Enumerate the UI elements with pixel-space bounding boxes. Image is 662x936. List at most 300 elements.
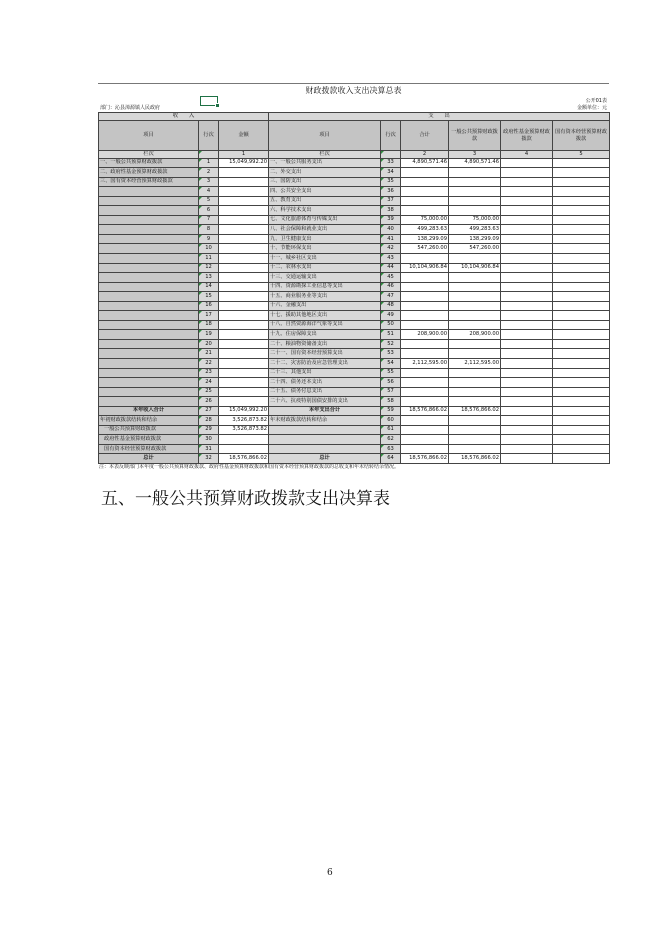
expense-item-cell: 二、外交支出 — [269, 168, 381, 178]
expense-item-cell: 十二、农林水支出 — [269, 263, 381, 273]
income-item-cell — [99, 387, 199, 397]
income-line-no-cell: 17 — [199, 311, 219, 321]
col-index-income-line-no — [199, 151, 219, 159]
expense-line-no-cell: 46 — [381, 282, 401, 292]
expense-total-cell — [401, 292, 449, 302]
expense-state-capital-cell — [553, 397, 610, 407]
table-row — [99, 311, 610, 321]
expense-state-capital-cell — [553, 454, 610, 464]
expense-general-budget-cell — [449, 253, 501, 263]
expense-general-budget-cell — [449, 416, 501, 426]
expense-state-capital-cell — [553, 349, 610, 359]
income-line-no-cell: 2 — [199, 168, 219, 178]
table-row — [99, 330, 610, 340]
income-amount-cell — [219, 397, 269, 407]
income-item-cell: 一般公共预算财政拨款 — [99, 425, 199, 435]
income-item-cell — [99, 187, 199, 197]
expense-item-cell: 二十六、抗疫特别国债安排的支出 — [269, 397, 381, 407]
spreadsheet-image — [98, 83, 609, 473]
income-item-cell — [99, 330, 199, 340]
income-line-no-cell: 7 — [199, 215, 219, 225]
expense-state-capital-cell — [553, 225, 610, 235]
table-row — [99, 416, 610, 426]
expense-gov-fund-cell — [501, 320, 553, 330]
expense-line-no-cell: 49 — [381, 311, 401, 321]
table-row — [99, 387, 610, 397]
income-line-no-cell: 9 — [199, 234, 219, 244]
expense-gov-fund-cell — [501, 444, 553, 454]
income-line-no-cell: 16 — [199, 301, 219, 311]
expense-line-no-cell: 42 — [381, 244, 401, 254]
header-expense-total: 合计 — [401, 121, 449, 151]
income-line-no-cell: 24 — [199, 378, 219, 388]
income-item-cell: 一、一般公共预算财政拨款 — [99, 158, 199, 168]
expense-item-cell: 四、公共安全支出 — [269, 187, 381, 197]
expense-gov-fund-cell — [501, 406, 553, 416]
expense-total-cell — [401, 368, 449, 378]
expense-state-capital-cell — [553, 282, 610, 292]
expense-gov-fund-cell — [501, 187, 553, 197]
expense-total-cell — [401, 282, 449, 292]
table-row — [99, 273, 610, 283]
expense-general-budget-cell — [449, 387, 501, 397]
expense-general-budget-cell — [449, 282, 501, 292]
income-item-cell — [99, 282, 199, 292]
col-index-expense-total: 2 — [401, 151, 449, 159]
income-line-no-cell: 18 — [199, 320, 219, 330]
expense-line-no-cell: 54 — [381, 358, 401, 368]
expense-total-cell — [401, 349, 449, 359]
expense-state-capital-cell — [553, 253, 610, 263]
income-line-no-cell: 20 — [199, 339, 219, 349]
expense-state-capital-cell — [553, 358, 610, 368]
income-amount-cell — [219, 320, 269, 330]
expense-item-cell: 十八、自然资源海洋气象等支出 — [269, 320, 381, 330]
income-amount-cell — [219, 282, 269, 292]
department-label: 部门：沁县漳源镇人民政府 — [100, 105, 161, 111]
income-line-no-cell: 1 — [199, 158, 219, 168]
expense-line-no-cell: 39 — [381, 215, 401, 225]
expense-gov-fund-cell — [501, 215, 553, 225]
income-item-cell — [99, 253, 199, 263]
expense-state-capital-cell — [553, 263, 610, 273]
income-item-cell — [99, 397, 199, 407]
table-row — [99, 320, 610, 330]
income-line-no-cell: 19 — [199, 330, 219, 340]
table-note: 注：本表反映部门本年度一般公共预算财政拨款、政府性基金预算财政拨款和国有资本经营预算财政拨款的总收支和年末结转结余情况。 — [99, 464, 400, 470]
expense-gov-fund-cell — [501, 454, 553, 464]
expense-gov-fund-cell — [501, 378, 553, 388]
income-amount-cell: 15,049,992.20 — [219, 406, 269, 416]
income-line-no-cell: 32 — [199, 454, 219, 464]
income-amount-cell: 15,049,992.20 — [219, 158, 269, 168]
expense-line-no-cell: 52 — [381, 339, 401, 349]
table-row — [99, 244, 610, 254]
expense-line-no-cell: 64 — [381, 454, 401, 464]
expense-line-no-cell: 36 — [381, 187, 401, 197]
expense-general-budget-cell — [449, 301, 501, 311]
table-row — [99, 358, 610, 368]
header-general-budget: 一般公共预算财政拨款 — [449, 121, 501, 151]
expense-total-cell — [401, 253, 449, 263]
header-expense-item: 项目 — [269, 121, 381, 151]
expense-general-budget-cell — [449, 177, 501, 187]
income-item-cell: 二、政府性基金预算财政拨款 — [99, 168, 199, 178]
table-body — [99, 158, 610, 464]
expense-line-no-cell: 59 — [381, 406, 401, 416]
expense-total-cell: 10,104,906.84 — [401, 263, 449, 273]
table-row — [99, 292, 610, 302]
expense-gov-fund-cell — [501, 244, 553, 254]
income-item-cell — [99, 301, 199, 311]
expense-item-cell: 十六、金融支出 — [269, 301, 381, 311]
expense-general-budget-cell — [449, 292, 501, 302]
table-row — [99, 301, 610, 311]
income-line-no-cell: 6 — [199, 206, 219, 216]
expense-line-no-cell: 37 — [381, 196, 401, 206]
income-amount-cell — [219, 444, 269, 454]
income-item-cell — [99, 349, 199, 359]
expense-general-budget-cell: 75,000.00 — [449, 215, 501, 225]
expense-total-cell — [401, 397, 449, 407]
expense-state-capital-cell — [553, 425, 610, 435]
income-amount-cell: 3,526,873.82 — [219, 425, 269, 435]
expense-line-no-cell: 44 — [381, 263, 401, 273]
expense-total-cell: 75,000.00 — [401, 215, 449, 225]
expense-general-budget-cell: 2,112,595.00 — [449, 358, 501, 368]
income-line-no-cell: 4 — [199, 187, 219, 197]
table-row — [99, 435, 610, 445]
page-number: 6 — [327, 868, 333, 878]
expense-total-cell — [401, 387, 449, 397]
table-row — [99, 177, 610, 187]
expense-line-no-cell: 35 — [381, 177, 401, 187]
income-line-no-cell: 15 — [199, 292, 219, 302]
expense-total-cell — [401, 378, 449, 388]
expense-gov-fund-cell — [501, 368, 553, 378]
income-line-no-cell: 10 — [199, 244, 219, 254]
expense-general-budget-cell — [449, 273, 501, 283]
expense-state-capital-cell — [553, 339, 610, 349]
expense-general-budget-cell — [449, 196, 501, 206]
income-item-cell — [99, 206, 199, 216]
table-row — [99, 263, 610, 273]
expense-line-no-cell: 45 — [381, 273, 401, 283]
expense-item-cell — [269, 444, 381, 454]
expense-gov-fund-cell — [501, 330, 553, 340]
income-item-cell — [99, 339, 199, 349]
expense-item-cell: 二十五、债务付息支出 — [269, 387, 381, 397]
col-index-gov-fund: 4 — [501, 151, 553, 159]
income-section-header: 收 入 — [99, 113, 269, 121]
col-index-income-amount: 1 — [219, 151, 269, 159]
expense-line-no-cell: 56 — [381, 378, 401, 388]
expense-item-cell: 十七、援助其他地区支出 — [269, 311, 381, 321]
expense-state-capital-cell — [553, 311, 610, 321]
expense-gov-fund-cell — [501, 349, 553, 359]
expense-state-capital-cell — [553, 435, 610, 445]
expense-section-header: 支 出 — [269, 113, 610, 121]
expense-general-budget-cell — [449, 187, 501, 197]
income-item-cell: 年初财政拨款结转和结余 — [99, 416, 199, 426]
expense-item-cell: 十四、资源勘探工业信息等支出 — [269, 282, 381, 292]
expense-state-capital-cell — [553, 158, 610, 168]
income-line-no-cell: 8 — [199, 225, 219, 235]
expense-line-no-cell: 61 — [381, 425, 401, 435]
table-row — [99, 425, 610, 435]
expense-state-capital-cell — [553, 301, 610, 311]
col-index-expense-item: 栏次 — [269, 151, 381, 159]
income-amount-cell — [219, 168, 269, 178]
income-line-no-cell: 26 — [199, 397, 219, 407]
header-income-item: 项目 — [99, 121, 199, 151]
income-amount-cell — [219, 435, 269, 445]
expense-state-capital-cell — [553, 416, 610, 426]
expense-line-no-cell: 38 — [381, 206, 401, 216]
table-row — [99, 454, 610, 464]
col-index-general-budget: 3 — [449, 151, 501, 159]
expense-total-cell: 2,112,595.00 — [401, 358, 449, 368]
expense-item-cell: 六、科学技术支出 — [269, 206, 381, 216]
income-amount-cell — [219, 225, 269, 235]
table-meta-row — [98, 105, 609, 112]
expense-general-budget-cell: 499,283.63 — [449, 225, 501, 235]
expense-gov-fund-cell — [501, 263, 553, 273]
expense-total-cell — [401, 206, 449, 216]
expense-total-cell — [401, 435, 449, 445]
expense-item-cell: 总计 — [269, 454, 381, 464]
col-index-state-capital: 5 — [553, 151, 610, 159]
income-item-cell — [99, 320, 199, 330]
expense-gov-fund-cell — [501, 292, 553, 302]
expense-item-cell — [269, 435, 381, 445]
income-amount-cell — [219, 387, 269, 397]
expense-item-cell: 十一、城乡社区支出 — [269, 253, 381, 263]
expense-general-budget-cell — [449, 339, 501, 349]
income-line-no-cell: 31 — [199, 444, 219, 454]
expense-total-cell — [401, 320, 449, 330]
expense-gov-fund-cell — [501, 397, 553, 407]
expense-item-cell: 二十二、灾害防治及应急管理支出 — [269, 358, 381, 368]
expense-total-cell: 499,283.63 — [401, 225, 449, 235]
income-item-cell — [99, 225, 199, 235]
income-line-no-cell: 29 — [199, 425, 219, 435]
income-amount-cell — [219, 215, 269, 225]
income-amount-cell — [219, 206, 269, 216]
table-row — [99, 168, 610, 178]
expense-state-capital-cell — [553, 206, 610, 216]
expense-item-cell: 九、卫生健康支出 — [269, 234, 381, 244]
table-title: 财政拨款收入支出决算总表 — [98, 83, 609, 98]
income-amount-cell — [219, 349, 269, 359]
expense-general-budget-cell — [449, 425, 501, 435]
income-amount-cell — [219, 177, 269, 187]
expense-total-cell — [401, 168, 449, 178]
income-item-cell: 国有资本经营预算财政拨款 — [99, 444, 199, 454]
expense-general-budget-cell — [449, 168, 501, 178]
expense-item-cell: 本年支出合计 — [269, 406, 381, 416]
income-item-cell: 政府性基金预算财政拨款 — [99, 435, 199, 445]
expense-state-capital-cell — [553, 368, 610, 378]
table-row — [99, 253, 610, 263]
income-item-cell — [99, 292, 199, 302]
expense-gov-fund-cell — [501, 425, 553, 435]
expense-line-no-cell: 34 — [381, 168, 401, 178]
header-income-line-no: 行次 — [199, 121, 219, 151]
expense-general-budget-cell — [449, 378, 501, 388]
expense-gov-fund-cell — [501, 339, 553, 349]
expense-gov-fund-cell — [501, 177, 553, 187]
expense-item-cell: 三、国防支出 — [269, 177, 381, 187]
expense-general-budget-cell: 4,890,571.46 — [449, 158, 501, 168]
income-line-no-cell: 30 — [199, 435, 219, 445]
expense-state-capital-cell — [553, 234, 610, 244]
expense-total-cell — [401, 301, 449, 311]
income-line-no-cell: 22 — [199, 358, 219, 368]
income-item-cell — [99, 311, 199, 321]
expense-gov-fund-cell — [501, 206, 553, 216]
income-item-cell: 总计 — [99, 454, 199, 464]
expense-item-cell: 十三、交通运输支出 — [269, 273, 381, 283]
expense-item-cell: 二十四、债务还本支出 — [269, 378, 381, 388]
income-item-cell — [99, 234, 199, 244]
expense-total-cell: 547,260.00 — [401, 244, 449, 254]
table-row — [99, 397, 610, 407]
income-amount-cell — [219, 339, 269, 349]
income-item-cell — [99, 273, 199, 283]
expense-gov-fund-cell — [501, 168, 553, 178]
expense-line-no-cell: 55 — [381, 368, 401, 378]
income-amount-cell — [219, 187, 269, 197]
header-expense-line-no: 行次 — [381, 121, 401, 151]
expense-gov-fund-cell — [501, 387, 553, 397]
income-line-no-cell: 13 — [199, 273, 219, 283]
income-line-no-cell: 23 — [199, 368, 219, 378]
expense-total-cell: 18,576,866.02 — [401, 406, 449, 416]
table-row — [99, 158, 610, 168]
expense-total-cell — [401, 416, 449, 426]
income-amount-cell — [219, 378, 269, 388]
expense-line-no-cell: 58 — [381, 397, 401, 407]
table-row — [99, 378, 610, 388]
table-row — [99, 349, 610, 359]
col-index-expense-line-no — [381, 151, 401, 159]
income-item-cell — [99, 196, 199, 206]
expense-gov-fund-cell — [501, 435, 553, 445]
expense-gov-fund-cell — [501, 273, 553, 283]
income-item-cell — [99, 378, 199, 388]
expense-general-budget-cell — [449, 320, 501, 330]
expense-gov-fund-cell — [501, 301, 553, 311]
table-row — [99, 206, 610, 216]
expense-total-cell: 4,890,571.46 — [401, 158, 449, 168]
income-amount-cell — [219, 263, 269, 273]
expense-line-no-cell: 50 — [381, 320, 401, 330]
table-row — [99, 187, 610, 197]
income-amount-cell — [219, 234, 269, 244]
amount-unit-label: 金额单位：元 — [576, 105, 607, 111]
column-header-row — [99, 121, 610, 151]
income-amount-cell — [219, 368, 269, 378]
expense-total-cell — [401, 339, 449, 349]
expense-general-budget-cell — [449, 444, 501, 454]
expense-general-budget-cell — [449, 206, 501, 216]
income-item-cell — [99, 244, 199, 254]
expense-total-cell — [401, 177, 449, 187]
expense-state-capital-cell — [553, 177, 610, 187]
expense-general-budget-cell — [449, 349, 501, 359]
expense-item-cell — [269, 425, 381, 435]
expense-line-no-cell: 57 — [381, 387, 401, 397]
expense-state-capital-cell — [553, 244, 610, 254]
expense-item-cell: 十九、住房保障支出 — [269, 330, 381, 340]
expense-item-cell: 年末财政拨款结转和结余 — [269, 416, 381, 426]
table-row — [99, 339, 610, 349]
expense-state-capital-cell — [553, 387, 610, 397]
expense-line-no-cell: 53 — [381, 349, 401, 359]
expense-state-capital-cell — [553, 187, 610, 197]
income-item-cell — [99, 263, 199, 273]
income-amount-cell — [219, 301, 269, 311]
expense-total-cell — [401, 425, 449, 435]
table-row — [99, 225, 610, 235]
column-index-row — [99, 151, 610, 159]
income-line-no-cell: 21 — [199, 349, 219, 359]
expense-general-budget-cell: 208,900.00 — [449, 330, 501, 340]
expense-state-capital-cell — [553, 378, 610, 388]
expense-item-cell: 七、文化旅游体育与传媒支出 — [269, 215, 381, 225]
expense-general-budget-cell — [449, 397, 501, 407]
income-amount-cell — [219, 330, 269, 340]
header-state-capital: 国有资本经营预算财政拨款 — [553, 121, 610, 151]
expense-state-capital-cell — [553, 320, 610, 330]
table-row — [99, 234, 610, 244]
expense-line-no-cell: 62 — [381, 435, 401, 445]
expense-general-budget-cell: 18,576,866.02 — [449, 454, 501, 464]
expense-general-budget-cell — [449, 311, 501, 321]
expense-line-no-cell: 63 — [381, 444, 401, 454]
income-amount-cell: 3,526,873.82 — [219, 416, 269, 426]
expense-total-cell: 138,299.09 — [401, 234, 449, 244]
income-amount-cell — [219, 196, 269, 206]
expense-gov-fund-cell — [501, 282, 553, 292]
expense-gov-fund-cell — [501, 253, 553, 263]
header-gov-fund: 政府性基金预算财政拨款 — [501, 121, 553, 151]
expense-item-cell: 一、一般公共服务支出 — [269, 158, 381, 168]
income-line-no-cell: 27 — [199, 406, 219, 416]
expense-state-capital-cell — [553, 330, 610, 340]
expense-gov-fund-cell — [501, 196, 553, 206]
expense-state-capital-cell — [553, 273, 610, 283]
expense-line-no-cell: 40 — [381, 225, 401, 235]
expense-total-cell: 208,900.00 — [401, 330, 449, 340]
expense-total-cell — [401, 444, 449, 454]
table-row — [99, 196, 610, 206]
income-line-no-cell: 14 — [199, 282, 219, 292]
expense-total-cell — [401, 187, 449, 197]
income-item-cell: 三、国有资本经营预算财政拨款 — [99, 177, 199, 187]
income-amount-cell — [219, 311, 269, 321]
expense-line-no-cell: 48 — [381, 301, 401, 311]
expense-state-capital-cell — [553, 292, 610, 302]
expense-item-cell: 五、教育支出 — [269, 196, 381, 206]
expense-state-capital-cell — [553, 444, 610, 454]
expense-line-no-cell: 33 — [381, 158, 401, 168]
expense-state-capital-cell — [553, 196, 610, 206]
income-amount-cell — [219, 358, 269, 368]
expense-gov-fund-cell — [501, 416, 553, 426]
expense-line-no-cell: 43 — [381, 253, 401, 263]
